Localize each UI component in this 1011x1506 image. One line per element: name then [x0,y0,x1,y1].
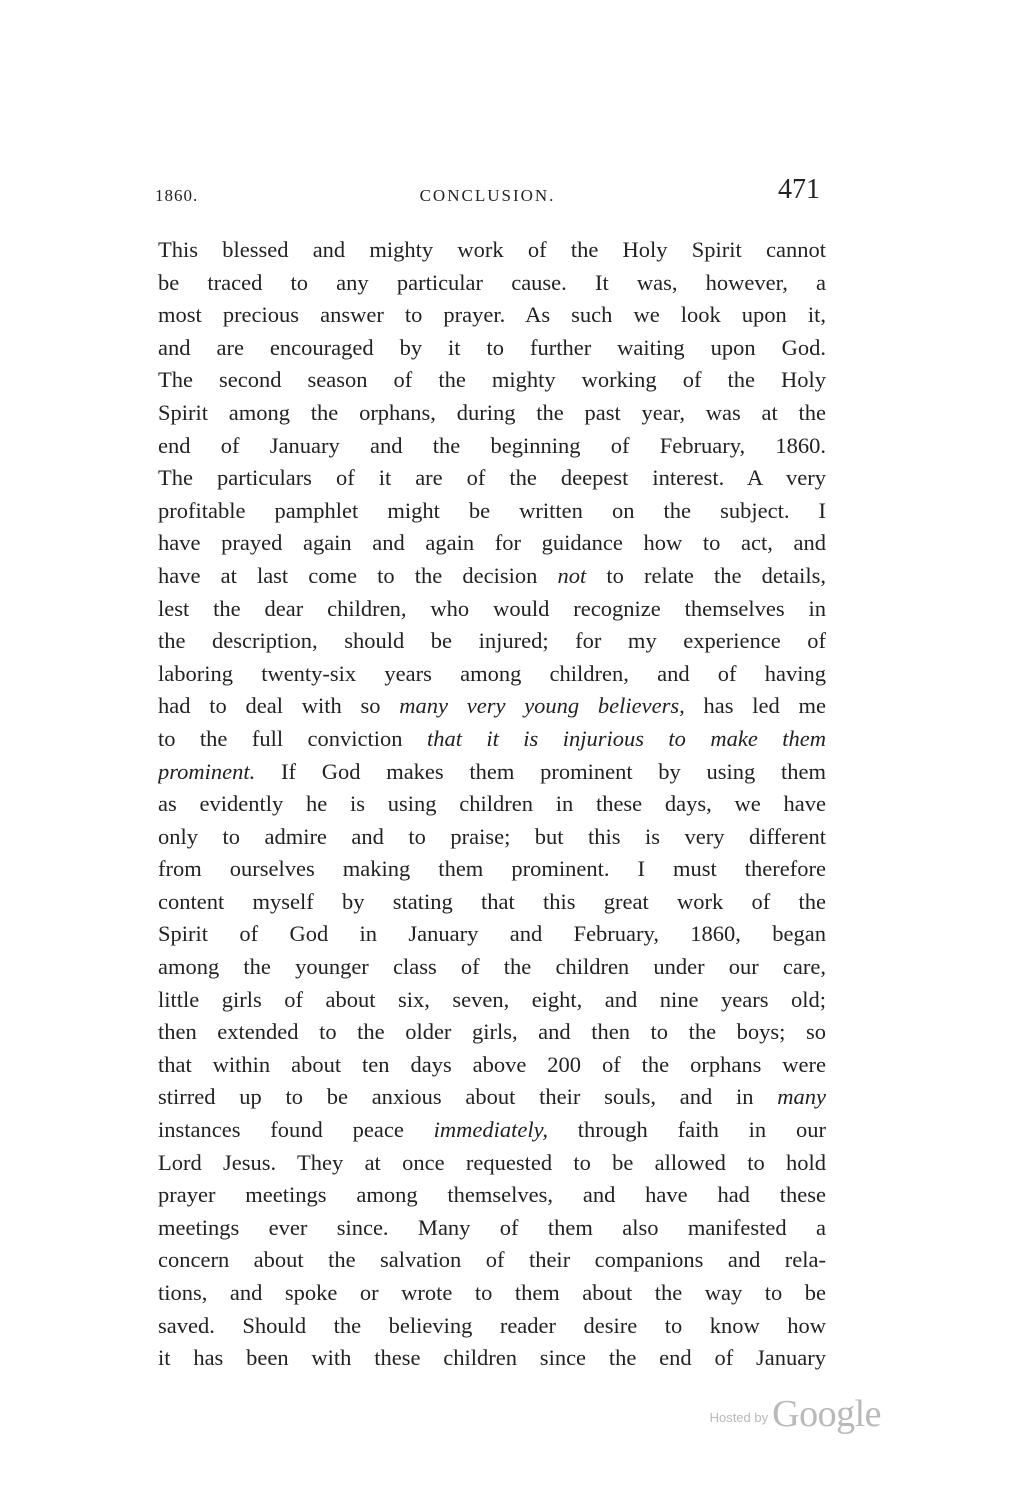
text-line [158,397,826,430]
text-run: only to admire and to praise; but this is very different [158,823,826,849]
text-run: to the full conviction [158,725,427,751]
text-line [158,364,826,397]
running-header [155,174,820,214]
text-run: profitable pamphlet might be written on the subject. I [158,497,826,523]
text-line [158,1212,826,1245]
header-title: CONCLUSION. [419,186,556,205]
text-line [158,821,826,854]
text-run: prayer meetings among themselves, and have had these [158,1182,826,1208]
text-run: and are encouraged by it to further waiting upon God. [158,334,826,360]
text-run: Lord Jesus. They at once requested to be allowed to hold [158,1149,826,1175]
text-run: instances found peace [158,1117,434,1143]
text-run: from ourselves making them prominent. I must therefore [158,856,826,882]
text-line [158,1049,826,1082]
text-run: Spirit among the orphans, during the past year, was at the [158,399,826,425]
text-line [158,951,826,984]
text-line [158,593,826,626]
hosted-by-google-watermark [709,1392,881,1435]
text-line [158,1277,826,1310]
text-line [158,1244,826,1277]
text-run: most precious answer to prayer. As such we look upon it, [158,302,826,328]
text-line [158,1147,826,1180]
text-run: be traced to any particular cause. It was, however, a [158,269,826,295]
text-run: had to deal with so [158,693,400,719]
text-line [158,1016,826,1049]
google-logo: Google [772,1393,881,1435]
text-run: through faith in our [547,1117,826,1143]
text-line [158,1310,826,1343]
text-run: This blessed and mighty work of the Holy Spirit cannot [158,237,826,262]
text-run: to relate the details, [586,562,826,588]
text-run: that within about ten days above 200 of the orphans were [158,1051,826,1077]
italic-text: that it is injurious to make them [426,725,826,751]
text-line [158,560,826,593]
text-line [158,918,826,951]
header-year: 1860. [155,186,199,205]
text-run: have at last come to the decision [158,562,558,588]
text-run: content myself by stating that this great work of the [158,888,826,914]
text-line [158,462,826,495]
text-run: meetings ever since. Many of them also manifested a [158,1214,826,1240]
text-line [158,527,826,560]
text-line [158,886,826,919]
text-run: it has been with these children since the end of January [158,1345,826,1371]
text-line [158,234,826,267]
text-line [158,1114,826,1147]
text-line [158,788,826,821]
text-line [158,430,826,463]
text-line [158,756,826,789]
text-run: laboring twenty-six years among children, and of having [158,660,826,686]
hosted-by-label: Hosted by [709,1410,769,1425]
italic-text: not [557,562,587,588]
text-run: among the younger class of the children under our care, [158,954,826,980]
italic-text: prominent. [158,758,256,784]
italic-text: many very young believers, [399,693,685,719]
text-run: tions, and spoke or wrote to them about the way to be [158,1280,826,1305]
text-run: stirred up to be anxious about their souls, and in [158,1084,778,1110]
text-run: end of January and the beginning of February, 1860. [158,432,826,458]
body-text [158,234,826,1375]
text-run: as evidently he is using children in these days, we have [158,791,826,817]
text-line [158,625,826,658]
text-run: saved. Should the believing reader desire to know how [158,1312,826,1338]
text-run: has led me [684,693,826,719]
text-run: little girls of about six, seven, eight, and nine years old; [158,986,826,1012]
text-run: lest the dear children, who would recognize themselves in [158,595,826,621]
text-line [158,984,826,1017]
text-line [158,1179,826,1212]
text-run: then extended to the older girls, and then to the boys; so [158,1019,826,1045]
page-number: 471 [778,174,820,205]
text-line [158,658,826,691]
text-line [158,1342,826,1375]
text-run: The second season of the mighty working of the Holy [158,367,826,393]
text-run: the description, should be injured; for my experience of [158,628,826,654]
italic-text: immediately, [433,1117,548,1143]
text-line [158,267,826,300]
text-line [158,332,826,365]
text-line [158,723,826,756]
text-run: If God makes them prominent by using them [255,758,826,784]
text-line [158,495,826,528]
text-run: Spirit of God in January and February, 1860, began [158,921,826,947]
text-line [158,853,826,886]
text-run: The particulars of it are of the deepest interest. A very [158,465,826,491]
text-line [158,1081,826,1114]
italic-text: many [777,1084,826,1110]
text-line [158,690,826,723]
text-run: have prayed again and again for guidance how to act, and [158,530,826,556]
text-line [158,299,826,332]
text-run: concern about the salvation of their companions and rela- [158,1247,826,1273]
